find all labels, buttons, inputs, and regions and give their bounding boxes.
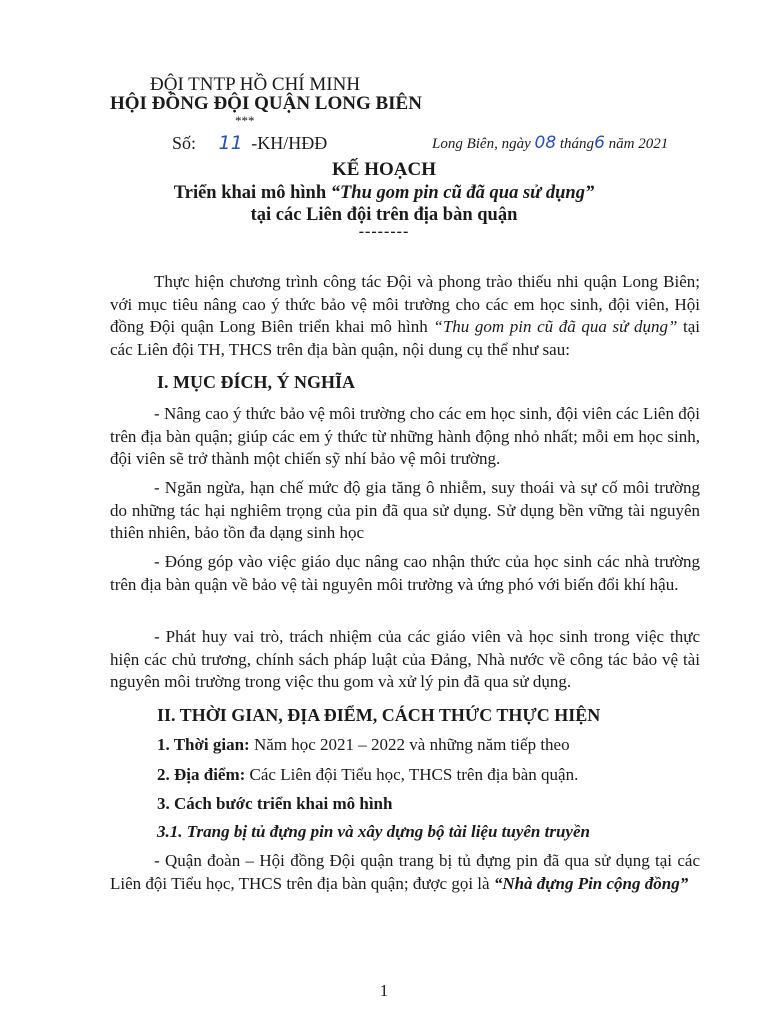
section1-paragraph-1 — [110, 403, 700, 471]
section1-paragraph-2 — [110, 477, 700, 545]
intro-text-b: tại các Liên đội TH, THCS trên địa bàn quận, nội dung cụ thể như sau: — [110, 317, 701, 359]
title-subline-2: tại các Liên đội trên địa bàn quận — [250, 205, 518, 225]
date-day-handwritten: 08 — [534, 133, 557, 153]
section2-heading: II. THỜI GIAN, ĐỊA ĐIỂM, CÁCH THỨC THỰC HIỆN — [157, 705, 601, 725]
date-year: năm 2021 — [608, 136, 669, 152]
time-value: Năm học 2021 – 2022 và những năm tiếp theo — [249, 735, 570, 754]
org-line-2: HỘI ĐỒNG ĐỘI QUẬN LONG BIÊN — [110, 93, 422, 114]
section1-paragraph-3-text: - Đóng góp vào việc giáo dục nâng cao nhận thức của học sinh các nhà trường trên địa bàn quận về bảo vệ tài nguyên môi trường và ứng phó với biến đổi khí hậu. — [110, 552, 700, 594]
place-item — [157, 765, 578, 785]
steps-heading — [157, 794, 392, 814]
steps-heading-text: 3. Cách bước triển khai mô hình — [157, 794, 393, 813]
section1-paragraph-4 — [110, 626, 700, 694]
title-subline-1-text: Triển khai mô hình — [173, 183, 331, 203]
title-separator: -------- — [358, 223, 410, 240]
last-paragraph-quote: “Nhà đựng Pin cộng đồng” — [493, 873, 689, 893]
date-prefix: Long Biên, ngày — [432, 136, 531, 152]
title-subline-1-quote: “Thu gom pin cũ đã qua sử dụng” — [330, 183, 595, 203]
time-label: 1. Thời gian: — [157, 735, 250, 754]
section2-last-paragraph — [110, 850, 700, 895]
title-subline-1 — [0, 183, 768, 204]
place-value: Các Liên đội Tiểu học, THCS trên địa bàn quận. — [245, 765, 579, 784]
time-item — [157, 735, 570, 755]
org-line-1: ĐỘI TNTP HỒ CHÍ MINH — [150, 74, 361, 95]
section1-paragraph-3 — [110, 551, 700, 596]
last-paragraph-text: - Quận đoàn – Hội đồng Đội quận trang bị tủ đựng pin đã qua sử dụng tại các Liên đội Tiểu học, THCS trên địa bàn quận; được gọi là — [110, 851, 700, 893]
so-suffix: -KH/HĐĐ — [251, 133, 328, 153]
document-title: KẾ HOẠCH — [332, 159, 436, 180]
intro-quote: “Thu gom pin cũ đã qua sử dụng” — [433, 317, 678, 336]
date-month-handwritten: 6 — [594, 133, 605, 153]
document-number — [172, 132, 327, 154]
page-number: 1 — [379, 981, 389, 1000]
intro-paragraph — [110, 271, 700, 361]
sub-heading-3-1: 3.1. Trang bị tủ đựng pin và xây dựng bộ tài liệu tuyên truyền — [157, 822, 590, 841]
date-month-label: tháng — [559, 136, 595, 152]
section1-paragraph-4-text: - Phát huy vai trò, trách nhiệm của các giáo viên và học sinh trong việc thực hiện các chủ trương, chính sách pháp luật của Đảng, Nhà nước về công tác bảo vệ tài nguyên môi trường trong việc thu gom và xử lý pin đã qua sử dụng. — [110, 627, 700, 691]
so-number-handwritten: 11 — [218, 132, 243, 154]
so-label: Số: — [172, 133, 197, 153]
place-label: 2. Địa điểm: — [157, 765, 246, 784]
stars-separator: *** — [235, 113, 255, 128]
section1-paragraph-2-text: - Ngăn ngừa, hạn chế mức độ gia tăng ô nhiễm, suy thoái và sự cố môi trường do những tác hại nghiêm trọng của pin đã qua sử dụng. Sử dụng bền vững tài nguyên thiên nhiên, bảo tồn đa dạng sinh học — [110, 478, 700, 542]
intro-text-a: Thực hiện chương trình công tác Đội và phong trào thiếu nhi quận Long Biên; với mục tiêu nâng cao ý thức bảo vệ môi trường cho các em học sinh, đội viên, Hội đồng Đội quận Long Biên triển khai mô hình — [110, 272, 700, 336]
section1-paragraph-1-text: - Nâng cao ý thức bảo vệ môi trường cho các em học sinh, đội viên các Liên đội trên địa bàn quận; giúp các em ý thức từ những hành động nhỏ nhất; mỗi em học sinh, đội viên sẽ trở thành một chiến sỹ nhí bảo vệ môi trường. — [110, 404, 700, 468]
date-line — [432, 133, 668, 153]
section1-heading: I. MỤC ĐÍCH, Ý NGHĨA — [157, 372, 355, 392]
